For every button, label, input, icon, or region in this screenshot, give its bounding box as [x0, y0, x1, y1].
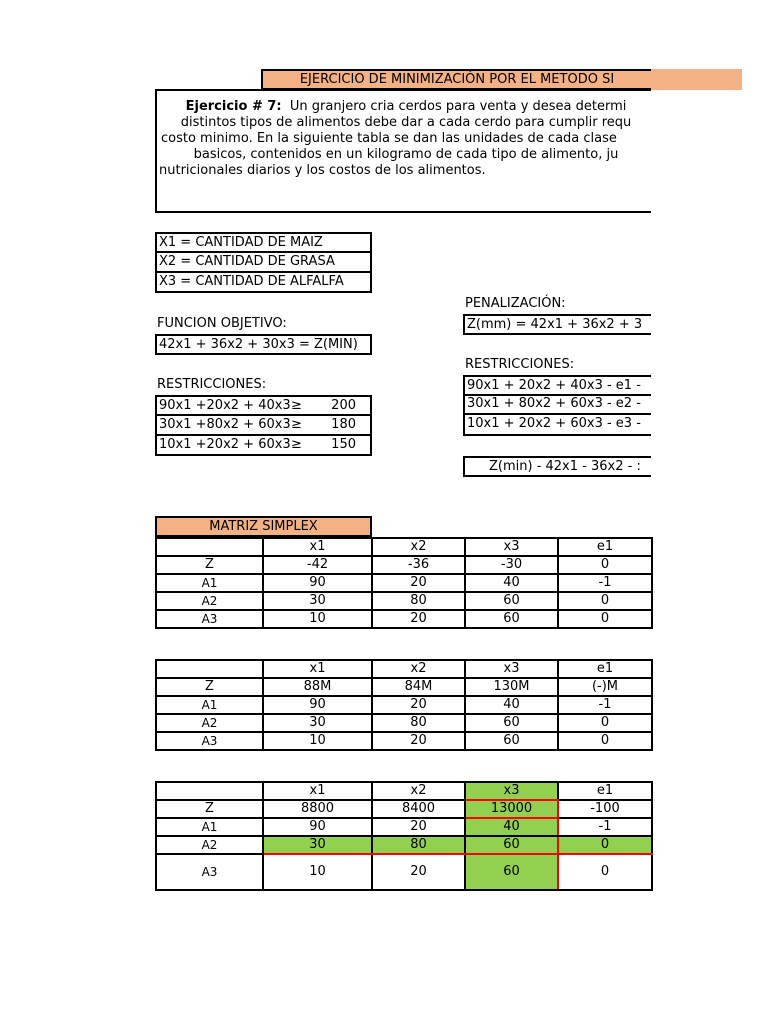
table-row — [156, 574, 652, 592]
restriction-row-2 — [155, 416, 372, 436]
table-cell: -100 — [558, 800, 652, 818]
variable-x3: X3 = CANTIDAD DE ALFALFA — [155, 273, 372, 293]
table-row — [156, 610, 652, 628]
table-cell: 10 — [263, 854, 372, 890]
restriction-sym-2: ≥ — [291, 417, 302, 432]
table-cell: 20 — [372, 574, 465, 592]
exercise-description — [155, 89, 651, 213]
exercise-title-bar — [261, 69, 651, 90]
table-cell: 60 — [465, 592, 558, 610]
restriction-sym-1: ≥ — [291, 398, 302, 413]
row-label: A2 — [156, 592, 263, 610]
table-header-row — [156, 782, 652, 800]
header-cell: x3 — [465, 660, 558, 678]
table-cell: 84M — [372, 678, 465, 696]
objective-label: FUNCION OBJETIVO: — [157, 316, 287, 331]
row-label: A3 — [156, 854, 263, 890]
row-label: A3 — [156, 732, 263, 750]
exercise-title: EJERCICIO DE MINIMIZACIÓN POR EL METODO SI — [299, 72, 615, 87]
table-cell: 8400 — [372, 800, 465, 818]
header-cell: x1 — [263, 660, 372, 678]
pivot-row-cell: 0 — [558, 836, 652, 854]
table-row — [156, 800, 652, 818]
table-cell: 0 — [558, 592, 652, 610]
header-cell: x2 — [372, 782, 465, 800]
pivot-column-header: x3 — [465, 782, 558, 800]
table-cell: 20 — [372, 696, 465, 714]
restriction-right-row-2: 30x1 + 80x2 + 60x3 - e2 - — [463, 395, 651, 415]
simplex-table-2 — [155, 659, 653, 751]
table-cell: -1 — [558, 696, 652, 714]
objective-expression: 42x1 + 36x2 + 30x3 = Z(MIN) — [155, 334, 372, 355]
header-cell: x1 — [263, 782, 372, 800]
pivot-element: 60 — [465, 836, 558, 854]
variable-x1: X1 = CANTIDAD DE MAIZ — [155, 232, 372, 253]
restriction-right-row-1: 90x1 + 20x2 + 40x3 - e1 - — [463, 375, 651, 396]
table-cell: 90 — [263, 696, 372, 714]
table-header-row — [156, 660, 652, 678]
table-cell: 130M — [465, 678, 558, 696]
table-row — [156, 556, 652, 574]
table-cell: 80 — [372, 714, 465, 732]
table-cell: 30 — [263, 592, 372, 610]
table-row — [156, 818, 652, 836]
row-label: A1 — [156, 574, 263, 592]
restriction-expr-3: 10x1 +20x2 + 60x3 — [159, 437, 291, 452]
table-cell: 0 — [558, 732, 652, 750]
pivot-column-cell: 60 — [465, 854, 558, 890]
row-label: Z — [156, 556, 263, 574]
restriction-row-1 — [155, 395, 372, 416]
table-row — [156, 592, 652, 610]
row-label: A1 — [156, 818, 263, 836]
pivot-column-cell: 13000 — [465, 800, 558, 818]
pivot-row-cell: 30 — [263, 836, 372, 854]
restriction-right-row-3: 10x1 + 20x2 + 60x3 - e3 - — [463, 415, 651, 436]
exercise-label: Ejercicio # 7: — [185, 99, 282, 114]
penalization-label: PENALIZACIÓN: — [465, 296, 566, 311]
table-cell: 90 — [263, 574, 372, 592]
table-cell: 10 — [263, 732, 372, 750]
description-line-3: costo minimo. En la siguiente tabla se dan las unidades de cada clase — [161, 131, 617, 146]
table-cell: 20 — [372, 732, 465, 750]
table-cell: 60 — [465, 732, 558, 750]
restrictions-right-label: RESTRICCIONES: — [465, 357, 575, 372]
restriction-row-3 — [155, 436, 372, 456]
header-cell: x2 — [372, 660, 465, 678]
description-line-5: nutricionales diarios y los costos de los alimentos. — [159, 163, 486, 178]
description-line-2: distintos tipos de alimentos debe dar a cada cerdo para cumplir requ — [180, 115, 632, 130]
table-cell: -1 — [558, 574, 652, 592]
pivot-row-cell: 80 — [372, 836, 465, 854]
row-label: A3 — [156, 610, 263, 628]
row-label: A2 — [156, 714, 263, 732]
header-cell: x3 — [465, 538, 558, 556]
table-cell: 0 — [558, 714, 652, 732]
restriction-sym-3: ≥ — [291, 437, 302, 452]
restriction-rhs-1: 200 — [331, 398, 356, 413]
description-line-4: basicos, contenidos en un kilogramo de cada tipo de alimento, ju — [193, 147, 619, 162]
table-cell: -36 — [372, 556, 465, 574]
table-cell: 80 — [372, 592, 465, 610]
description-line-1: Un granjero cria cerdos para venta y desea determi — [289, 99, 627, 114]
table-cell: 60 — [465, 610, 558, 628]
table-row — [156, 732, 652, 750]
restriction-rhs-2: 180 — [331, 417, 356, 432]
penalization-expression: Z(mm) = 42x1 + 36x2 + 3 — [463, 314, 651, 335]
table-cell: -42 — [263, 556, 372, 574]
table-row — [156, 678, 652, 696]
header-cell: e1 — [558, 538, 652, 556]
pivot-column-cell: 40 — [465, 818, 558, 836]
table-cell: 8800 — [263, 800, 372, 818]
zmin-expression: Z(min) - 42x1 - 36x2 - : — [463, 456, 651, 477]
table-cell: 40 — [465, 574, 558, 592]
table-cell: 20 — [372, 818, 465, 836]
row-label: Z — [156, 800, 263, 818]
table-cell: 40 — [465, 696, 558, 714]
table-cell: 0 — [558, 610, 652, 628]
table-cell: 20 — [372, 854, 465, 890]
row-label: Z — [156, 678, 263, 696]
row-label: A1 — [156, 696, 263, 714]
header-cell — [156, 782, 263, 800]
table-cell: 88M — [263, 678, 372, 696]
header-cell: x1 — [263, 538, 372, 556]
pivot-row — [156, 836, 652, 854]
table-cell: -30 — [465, 556, 558, 574]
header-cell: e1 — [558, 660, 652, 678]
header-cell: e1 — [558, 782, 652, 800]
title-bar-extension — [651, 69, 742, 90]
row-label: A2 — [156, 836, 263, 854]
table-header-row — [156, 538, 652, 556]
table-row — [156, 714, 652, 732]
restriction-expr-2: 30x1 +80x2 + 60x3 — [159, 417, 291, 432]
header-cell — [156, 538, 263, 556]
table-cell: -1 — [558, 818, 652, 836]
variable-x2: X2 = CANTIDAD DE GRASA — [155, 253, 372, 273]
table-cell: 20 — [372, 610, 465, 628]
restriction-expr-1: 90x1 +20x2 + 40x3 — [159, 398, 291, 413]
simplex-table-1 — [155, 537, 653, 629]
table-cell: 90 — [263, 818, 372, 836]
table-cell: (-)M — [558, 678, 652, 696]
header-cell: x2 — [372, 538, 465, 556]
restrictions-label: RESTRICCIONES: — [157, 377, 267, 392]
table-cell: 0 — [558, 854, 652, 890]
simplex-table-3 — [155, 781, 653, 891]
table-cell: 60 — [465, 714, 558, 732]
table-cell: 0 — [558, 556, 652, 574]
table-row — [156, 854, 652, 890]
table-cell: 30 — [263, 714, 372, 732]
matriz-simplex-title: MATRIZ SIMPLEX — [155, 516, 372, 537]
header-cell — [156, 660, 263, 678]
table-cell: 10 — [263, 610, 372, 628]
table-row — [156, 696, 652, 714]
restriction-rhs-3: 150 — [331, 437, 356, 452]
